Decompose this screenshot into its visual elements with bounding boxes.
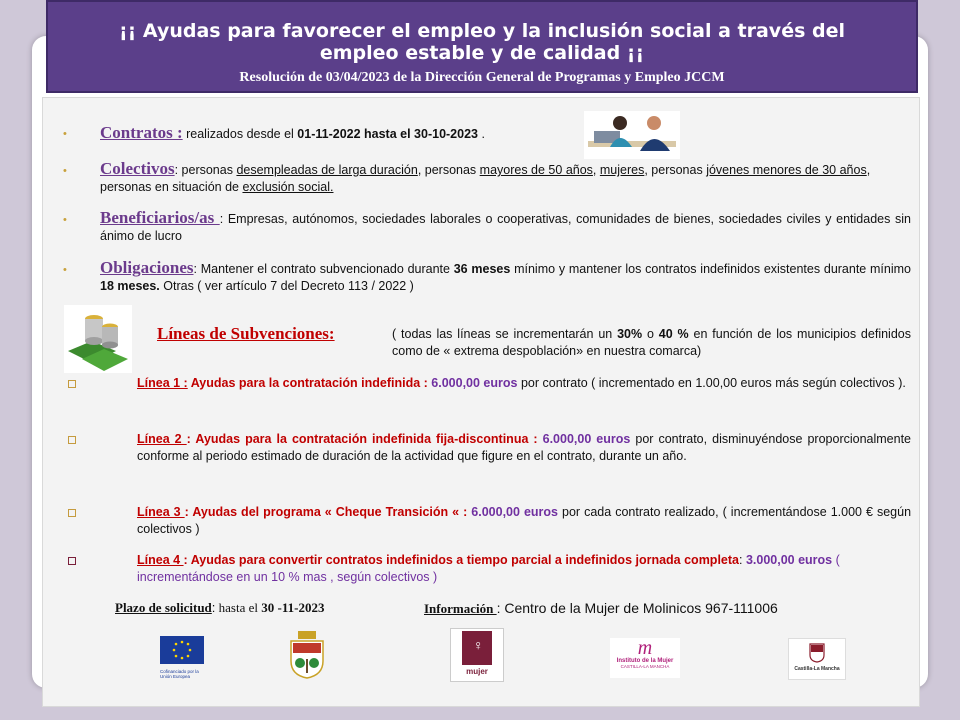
text-run: : personas (174, 163, 237, 177)
linea1-title: Ayudas para la contratación indefinida : (187, 376, 428, 390)
bullet-dot: • (63, 214, 67, 226)
contratos-end: . (478, 127, 485, 141)
contratos-label: Contratos : (100, 123, 183, 142)
eu-logo-text: Cofinanciado por la Unión Europea (160, 669, 199, 679)
money-coins-image (64, 305, 132, 373)
text-run: mujeres (599, 163, 645, 177)
bullet-dot: • (63, 264, 67, 276)
text-run: , (592, 163, 600, 177)
linea1-text: por contrato ( incrementado en 1.00,00 euros más según colectivos ). (517, 376, 906, 390)
text-run: , personas (644, 163, 707, 177)
checkbox-square-icon (68, 557, 76, 565)
linea4-text: ( incrementándose en un 10 % mas , según colectivos ) (137, 553, 840, 584)
checkbox-square-icon (68, 509, 76, 517)
obligaciones-item (100, 259, 911, 295)
info-text: : Centro de la Mujer de Molinicos 967-111006 (496, 600, 778, 616)
linea1-amount: 6.000,00 euros (427, 376, 518, 390)
clm-logo-text: Castilla-La Mancha (794, 666, 840, 672)
text-run: jóvenes menores de 30 años (706, 163, 867, 177)
text-run: 36 meses (453, 262, 511, 276)
contratos-dates: 01-11-2022 hasta el 30-10-2023 (297, 127, 478, 141)
linea2-text: por contrato, disminuyéndose proporcionalmente conforme al periodo estimado de duración de la actividad que figure en el contrato, durante un año. (137, 432, 912, 463)
colectivos-item (100, 160, 911, 196)
lineas-text (392, 326, 911, 360)
text-run: desempleadas de larga duración (236, 163, 418, 177)
eu-logo (160, 636, 204, 679)
checkbox-square-icon (68, 380, 76, 388)
linea4-title: : Ayudas para convertir contratos indefinidos a tiempo parcial a indefinidos jornada completa (183, 553, 739, 567)
page-subtitle: Resolución de 03/04/2023 de la Dirección General de Programas y Empleo JCCM (239, 70, 725, 85)
text-run: mínimo y mantener los contratos indefinidos existentes durante mínimo (510, 262, 911, 276)
instituto-logo-text: Instituto de la Mujer (616, 658, 674, 664)
linea1-label: Línea 1 : (137, 376, 188, 390)
beneficiarios-label: Beneficiarios/as (100, 208, 220, 227)
linea3-label: Línea 3 (137, 505, 185, 519)
municipal-coat-of-arms-icon (288, 631, 326, 679)
colectivos-label: Colectivos (100, 159, 175, 178)
bullet-dot: • (63, 128, 67, 140)
contratos-text: realizados desde el (182, 127, 298, 141)
informacion (424, 600, 778, 617)
text-run: , personas (417, 163, 480, 177)
header-banner (46, 0, 918, 93)
text-run: Otras ( ver artículo 7 del Decreto 113 / 2022 ) (159, 279, 414, 293)
office-workers-image (584, 111, 680, 159)
linea4-amount: 3.000,00 euros (745, 553, 833, 567)
text-run: 40 % (658, 327, 689, 341)
clm-shield-icon (809, 643, 825, 663)
text-run: : (211, 600, 216, 615)
instituto-logo-m-icon: m (637, 637, 653, 659)
linea2-amount: 6.000,00 euros (542, 432, 631, 446)
text-run: : Mantener el contrato subvencionado durante (193, 262, 454, 276)
linea2-label: Línea 2 (137, 432, 187, 446)
mujer-logo (450, 628, 504, 682)
linea2-title: : Ayudas para la contratación indefinida fija-discontinua : (186, 432, 543, 446)
text-run: mayores de 50 años (479, 163, 593, 177)
linea4-item (137, 552, 911, 586)
plazo-solicitud (115, 600, 324, 616)
plazo-date: 30 -11-2023 (261, 600, 325, 615)
contratos-item (100, 124, 560, 143)
linea3-item (137, 504, 911, 538)
castilla-la-mancha-logo (788, 638, 846, 680)
bullet-dot: • (63, 165, 67, 177)
linea3-title: : Ayudas del programa « Cheque Transición « : (184, 505, 472, 519)
linea2-item (137, 431, 911, 465)
linea1-item (137, 375, 911, 392)
mujer-logo-symbol-icon: ♀ (473, 637, 484, 653)
text-run: en función de los municipios definidos como de « extrema despoblación» en nuestra comarca) (392, 327, 911, 358)
text-run: ( todas las líneas se incrementarán un (392, 327, 618, 341)
text-run: 30% (617, 327, 643, 341)
text-run: hasta el (215, 600, 262, 615)
text-run: o (642, 327, 659, 341)
text-run: exclusión social. (242, 180, 334, 194)
obligaciones-label: Obligaciones (100, 258, 194, 277)
instituto-mujer-logo (610, 638, 680, 678)
page-title: ¡¡ Ayudas para favorecer el empleo y la inclusión social a través del empleo estable y de calidad ¡¡ (118, 20, 846, 64)
text-run: 18 meses. (100, 279, 160, 293)
eu-flag-icon (160, 636, 204, 664)
text-run: : (739, 553, 746, 567)
info-label: Información (424, 601, 497, 616)
mujer-logo-text: mujer (466, 667, 488, 676)
checkbox-square-icon (68, 436, 76, 444)
text-run: , personas en situación de (100, 163, 871, 194)
instituto-logo-subtext: CASTILLA-LA MANCHA (620, 664, 670, 669)
lineas-label: Líneas de Subvenciones: (157, 324, 335, 343)
beneficiarios-text: : Empresas, autónomos, sociedades laborales o cooperativas, comunidades de bienes, sociedades civiles y entidades sin ánimo de lucro (100, 212, 911, 243)
linea4-label: Línea 4 (137, 553, 184, 567)
plazo-label: Plazo de solicitud (115, 600, 212, 615)
linea3-amount: 6.000,00 euros (471, 505, 559, 519)
beneficiarios-item (100, 209, 911, 245)
lineas-heading (157, 325, 335, 344)
linea3-text: por cada contrato realizado, ( incrementándose 1.000 € según colectivos ) (137, 505, 912, 536)
